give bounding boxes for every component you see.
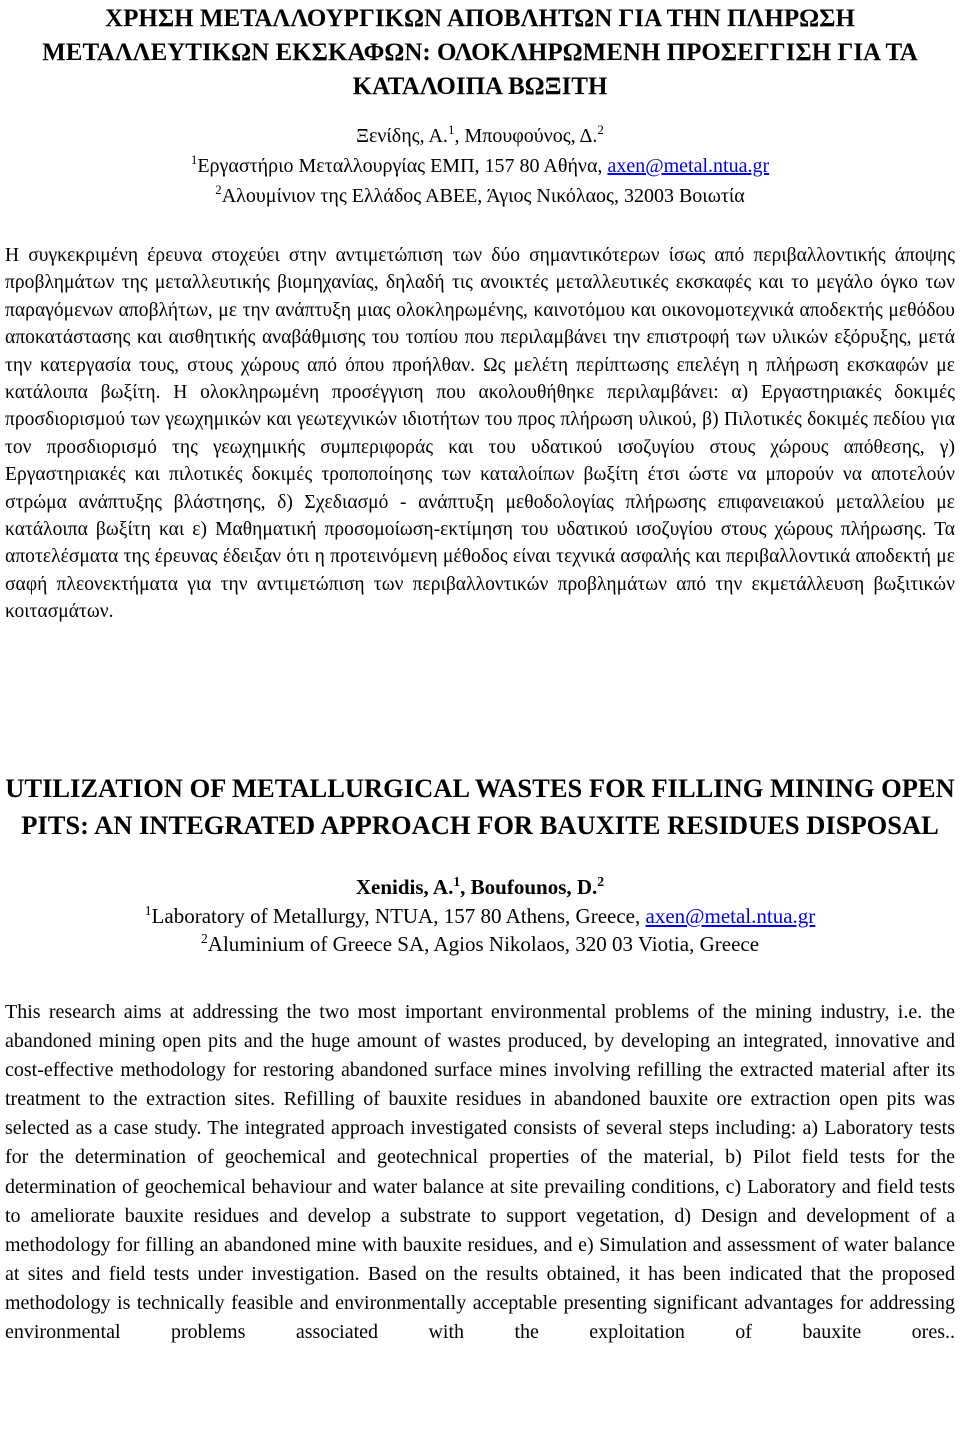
english-author-1-affiliation-mark: 1: [453, 873, 461, 889]
english-author-2-affiliation-mark: 2: [597, 873, 605, 889]
greek-affiliation-2-text: Αλουμίνιον της Ελλάδος ΑΒΕΕ, Άγιος Νικόλαος, 32003 Βοιωτία: [221, 185, 745, 207]
english-affiliation-1-text: Laboratory of Metallurgy, NTUA, 157 80 Athens, Greece,: [151, 904, 646, 928]
english-affiliation-1-mark: 1: [144, 902, 152, 918]
greek-affiliation-2: [0, 182, 960, 210]
greek-abstract: Η συγκεκριμένη έρευνα στοχεύει στην αντιμετώπιση των δύο σημαντικότερων ίσως από περιβαλλοντικής άποψης προβλημάτων της μεταλλευτικής βιομηχανίας, δηλαδή τις ανοικτές μεταλλευτικές εκσκαφές και το μεγάλο όγκο των παραγόμενων αποβλήτων, με την ανάπτυξη μιας ολοκληρωμένης, καινοτόμου και οικονομοτεχνικά αποδεκτής μεθόδου αποκατάστασης και αισθητικής αναβάθμισης του τοπίου που περιλαμβάνει την επιστροφή των υλικών εξόρυξης, μετά την κατεργασία τους, στους χώρους από όπου προήλθαν. Ως μελέτη περίπτωσης επελέγη η πλήρωση εκσκαφών με κατάλοιπα βωξίτη. Η ολοκληρωμένη προσέγγιση που ακολουθήθηκε περιλαμβάνει: α) Εργαστηριακές δοκιμές προσδιορισμού των γεωχημικών και γεωτεχνικών ιδιοτήτων του προς πλήρωση υλικού, β) Πιλοτικές δοκιμές πεδίου για τον προσδιορισμό της γεωχημικής συμπεριφοράς και του υδατικού ισοζυγίου στους χώρους απόθεσης, γ) Εργαστηριακές και πιλοτικές δοκιμές τροποποίησης των καταλοίπων βωξίτη έτσι ώστε να μπορούν να αποτελούν στρώμα ανάπτυξης βλάστησης, δ) Σχεδιασμό - ανάπτυξη μεθοδολογίας πλήρωσης επιφανειακού μεταλλείου με κατάλοιπα βωξίτη και ε) Μαθηματική προσομοίωση-εκτίμηση του υδατικού ισοζυγίου στους χώρους πλήρωσης. Τα αποτελέσματα της έρευνας έδειξαν ότι η προτεινόμενη μέθοδος είναι τεχνικά ασφαλής και περιβαλλοντικά αποδεκτή με σαφή πλεονεκτήματα για την αντιμετώπιση των περιβαλλοντικών προβλημάτων από την εκμετάλλευση βωξιτικών κοιτασμάτων.: [5, 245, 955, 623]
english-authors: [0, 873, 960, 901]
greek-title: ΧΡΗΣΗ ΜΕΤΑΛΛΟΥΡΓΙΚΩΝ ΑΠΟΒΛΗΤΩΝ ΓΙΑ ΤΗΝ ΠΛΗΡΩΣΗ ΜΕΤΑΛΛΕΥΤΙΚΩΝ ΕΚΣΚΑΦΩΝ: ΟΛΟΚΛΗΡΩΜΕΝΗ ΠΡΟΣΕΓΓΙΣΗ ΓΙΑ ΤΑ ΚΑΤΑΛΟΙΠΑ ΒΩΞΙΤΗ: [42, 5, 918, 100]
greek-email-link[interactable]: axen@metal.ntua.gr: [607, 155, 770, 177]
english-author-separator: ,: [460, 875, 471, 899]
greek-author-1: Ξενίδης, Α.: [356, 125, 448, 147]
greek-authors: [0, 122, 960, 150]
greek-author-1-affiliation-mark: 1: [447, 122, 455, 138]
english-email-link[interactable]: axen@metal.ntua.gr: [645, 904, 816, 928]
english-title: UTILIZATION OF METALLURGICAL WASTES FOR FILLING MINING OPEN PITS: AN INTEGRATED APPROACH FOR BAUXITE RESIDUES DISPOSAL: [5, 773, 955, 840]
greek-affiliation-2-mark: 2: [215, 182, 222, 198]
english-affiliation-2-mark: 2: [200, 930, 208, 946]
greek-author-separator: ,: [454, 125, 465, 147]
greek-author-2-affiliation-mark: 2: [597, 122, 604, 138]
greek-affiliation-1: [0, 152, 960, 180]
greek-author-2: Μπουφούνος, Δ.: [464, 125, 598, 147]
english-affiliation-2: [0, 930, 960, 958]
english-affiliation-2-text: Aluminium of Greece SA, Agios Nikolaos, 320 03 Viotia, Greece: [207, 932, 760, 956]
english-affiliation-1: [0, 902, 960, 930]
greek-affiliation-1-text: Εργαστήριο Μεταλλουργίας ΕΜΠ, 157 80 Αθήνα,: [197, 155, 608, 177]
greek-affiliation-1-mark: 1: [190, 152, 198, 168]
english-abstract: This research aims at addressing the two most important environmental problems of the mining industry, i.e. the abandoned mining open pits and the huge amount of wastes produced, by developing an integrated, innovative and cost-effective methodology for restoring abandoned surface mines involving refilling the extracted material after its treatment to the extraction sites. Refilling of bauxite residues in abandoned bauxite ore extraction open pits was selected as a case study. The integrated approach investigated consists of several steps including: a) Laboratory tests for the determination of geochemical and geotechnical properties of the material, b) Pilot field tests for the determination of geochemical behaviour and water balance at site prevailing conditions, c) Laboratory and field tests to ameliorate bauxite residues and develop a substrate to support vegetation, d) Design and development of a methodology for filling an abandoned mine with bauxite residues, and e) Simulation and assessment of water balance at sites and field tests under investigation. Based on the results obtained, it has been indicated that the proposed methodology is technically feasible and environmentally acceptable presenting significant advantages for addressing environmental problems associated with the exploitation of bauxite ores..: [5, 1001, 955, 1344]
english-author-2: Boufounos, D.: [470, 875, 598, 899]
english-author-1: Xenidis, A.: [355, 875, 454, 899]
